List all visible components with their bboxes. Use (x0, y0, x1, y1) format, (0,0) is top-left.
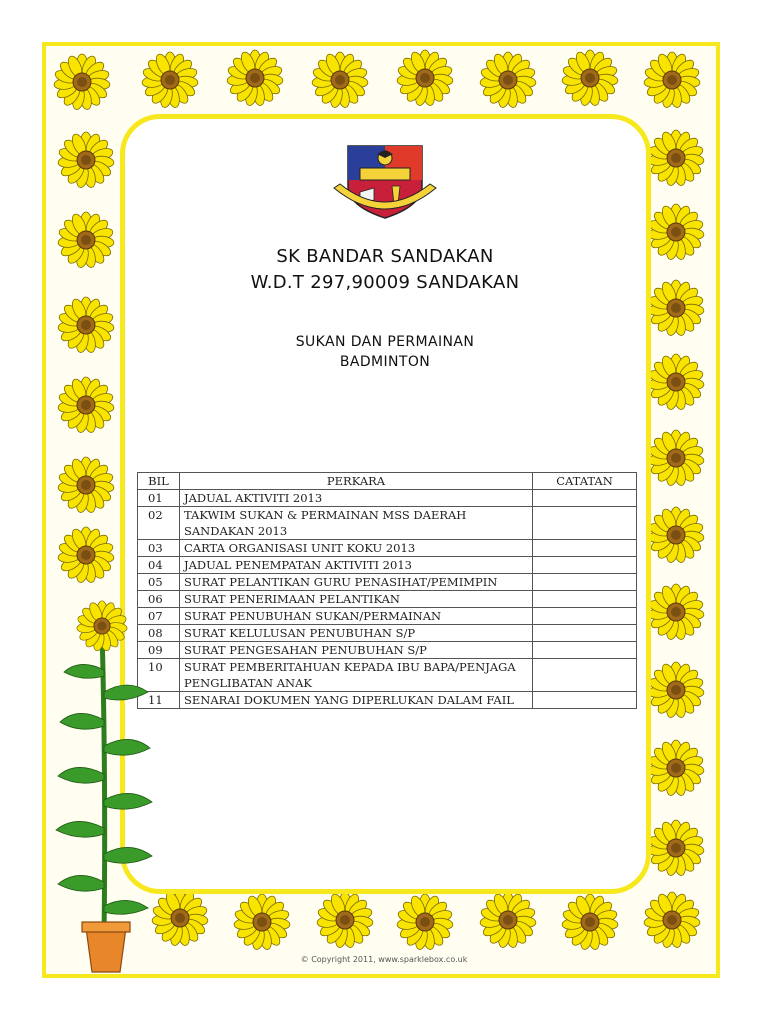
row-number: 03 (138, 540, 180, 557)
table-row (138, 659, 637, 692)
row-note (533, 692, 637, 709)
table-row (138, 591, 637, 608)
table-row (138, 692, 637, 709)
column-header-catatan: CATATAN (533, 473, 637, 490)
table-row (138, 625, 637, 642)
row-number: 11 (138, 692, 180, 709)
subject-title: SUKAN DAN PERMAINAN (295, 334, 475, 350)
table-row (138, 574, 637, 591)
row-number: 07 (138, 608, 180, 625)
column-header-bil: BIL (138, 473, 180, 490)
row-item: SURAT KELULUSAN PENUBUHAN S/P (180, 625, 533, 642)
row-item: SURAT PENUBUHAN SUKAN/PERMAINAN (180, 608, 533, 625)
table-row (138, 608, 637, 625)
row-note (533, 659, 637, 692)
table-header-row (138, 473, 637, 490)
row-note (533, 591, 637, 608)
row-note (533, 507, 637, 540)
row-number: 08 (138, 625, 180, 642)
table-row (138, 540, 637, 557)
row-item: TAKWIM SUKAN & PERMAINAN MSS DAERAH SANDAKAN 2013 (180, 507, 533, 540)
row-item: SURAT PENGESAHAN PENUBUHAN S/P (180, 642, 533, 659)
sunflower-plant-icon (50, 600, 160, 980)
row-number: 06 (138, 591, 180, 608)
row-item: JADUAL PENEMPATAN AKTIVITI 2013 (180, 557, 533, 574)
table-row (138, 507, 637, 540)
row-item: SURAT PENERIMAAN PELANTIKAN (180, 591, 533, 608)
row-note (533, 625, 637, 642)
row-note (533, 540, 637, 557)
table-row (138, 642, 637, 659)
row-number: 05 (138, 574, 180, 591)
school-name: SK BANDAR SANDAKAN (276, 246, 494, 267)
subject-name: BADMINTON (339, 354, 431, 370)
row-item: CARTA ORGANISASI UNIT KOKU 2013 (180, 540, 533, 557)
row-number: 04 (138, 557, 180, 574)
row-note (533, 557, 637, 574)
row-item: SENARAI DOKUMEN YANG DIPERLUKAN DALAM FAIL (180, 692, 533, 709)
row-number: 01 (138, 490, 180, 507)
document-checklist-table (137, 472, 637, 709)
row-number: 02 (138, 507, 180, 540)
copyright-notice: © Copyright 2011, www.sparklebox.co.uk (300, 955, 468, 964)
school-crest-icon (330, 140, 440, 222)
row-note (533, 574, 637, 591)
column-header-perkara: PERKARA (180, 473, 533, 490)
row-note (533, 608, 637, 625)
table-row (138, 490, 637, 507)
row-number: 09 (138, 642, 180, 659)
row-item: JADUAL AKTIVITI 2013 (180, 490, 533, 507)
row-item: SURAT PELANTIKAN GURU PENASIHAT/PEMIMPIN (180, 574, 533, 591)
row-note (533, 642, 637, 659)
table-row (138, 557, 637, 574)
row-item: SURAT PEMBERITAHUAN KEPADA IBU BAPA/PENJAGA PENGLIBATAN ANAK (180, 659, 533, 692)
row-number: 10 (138, 659, 180, 692)
school-address: W.D.T 297,90009 SANDAKAN (250, 272, 520, 293)
row-note (533, 490, 637, 507)
